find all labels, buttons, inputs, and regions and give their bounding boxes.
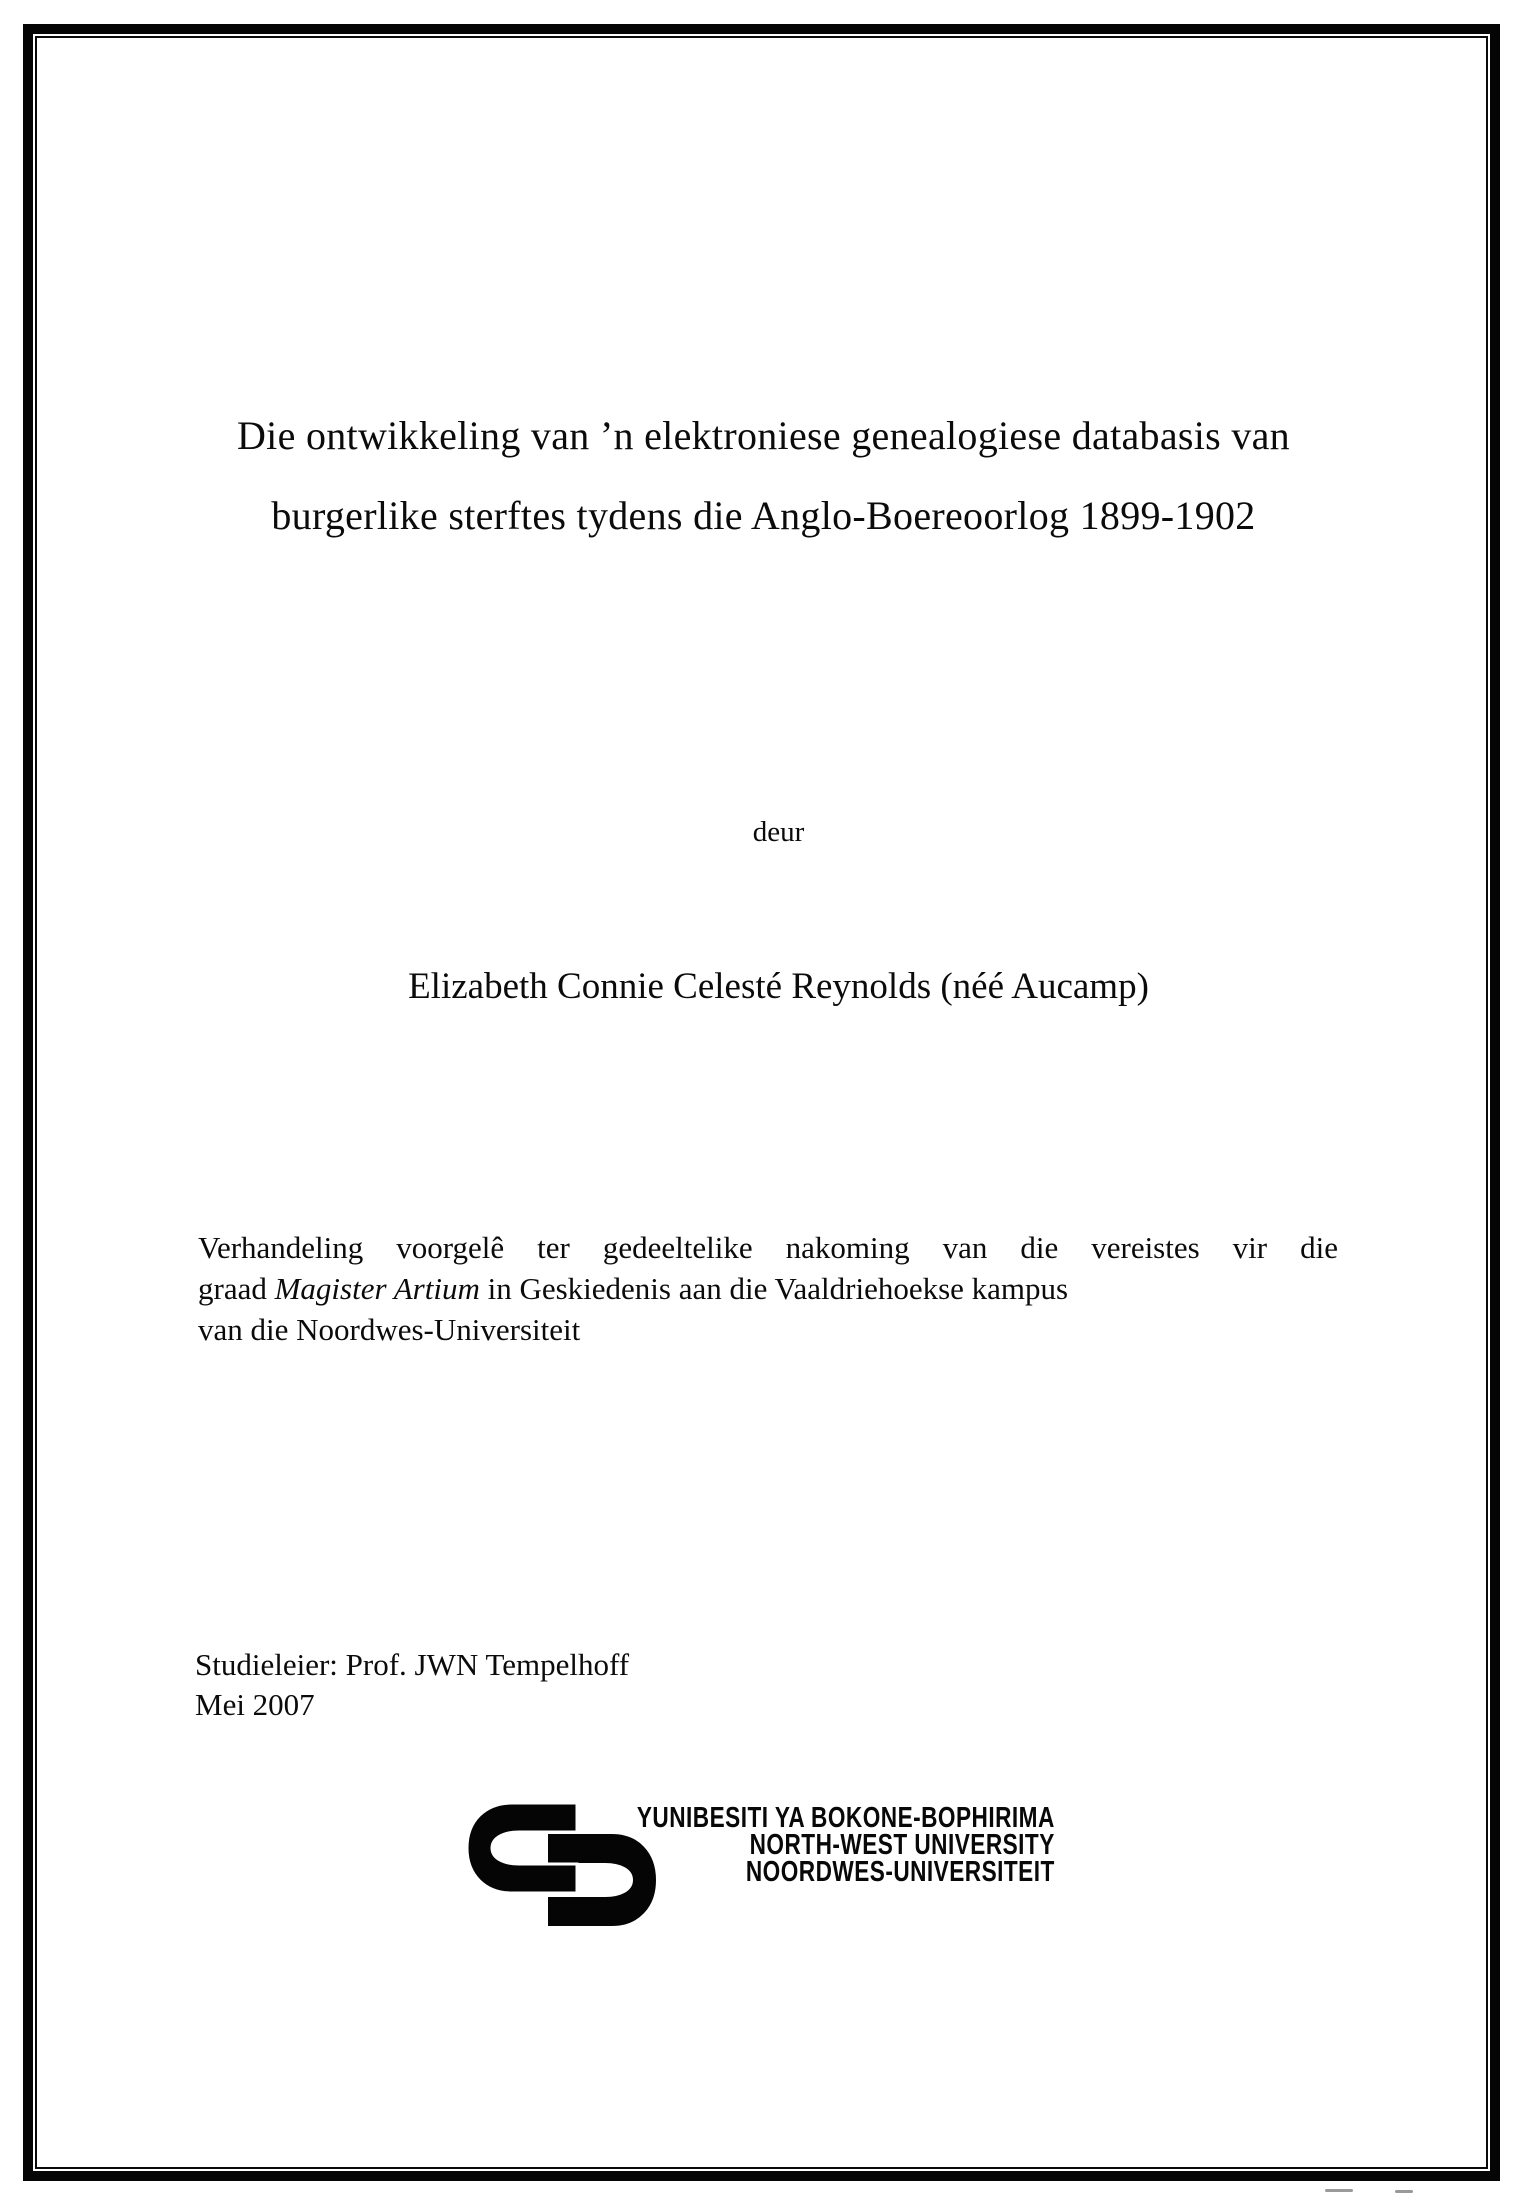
statement-line-2	[198, 1268, 1338, 1309]
statement-line-2-prefix: graad	[198, 1271, 275, 1306]
date-line: Mei 2007	[195, 1687, 315, 1722]
statement-line-3: van die Noordwes-Universiteit	[198, 1312, 581, 1347]
nwu-chain-links-icon	[467, 1803, 657, 1927]
university-logo-text	[637, 1802, 1055, 1888]
logo-text-setswana: YUNIBESITI YA BOKONE-BOPHIRIMA	[637, 1802, 1055, 1834]
supervisor-block	[195, 1645, 629, 1725]
statement-line-2-suffix: in Geskiedenis aan die Vaaldriehoekse kampus	[479, 1271, 1069, 1306]
logo-text-english: NORTH-WEST UNIVERSITY	[749, 1829, 1055, 1861]
degree-name-italic: Magister Artium	[274, 1271, 480, 1306]
scan-speck	[1325, 2189, 1353, 2192]
supervisor-line: Studieleier: Prof. JWN Tempelhoff	[195, 1647, 630, 1682]
thesis-title-line-2: burgerlike sterftes tydens die Anglo-Boereoorlog 1899-1902	[271, 493, 1256, 538]
thesis-title	[80, 396, 1447, 556]
statement-line-1: Verhandeling voorgelê ter gedeeltelike nakoming van die vereistes vir die	[198, 1230, 1338, 1265]
thesis-title-line-1: Die ontwikkeling van ’n elektroniese genealogiese databasis van	[236, 413, 1290, 458]
thesis-statement	[198, 1227, 1338, 1350]
logo-text-afrikaans: NOORDWES-UNIVERSITEIT	[746, 1856, 1055, 1888]
byline-deur: deur	[752, 816, 805, 848]
scan-speck	[1395, 2190, 1413, 2193]
author-name: Elizabeth Connie Celesté Reynolds (néé Aucamp)	[408, 966, 1149, 1007]
